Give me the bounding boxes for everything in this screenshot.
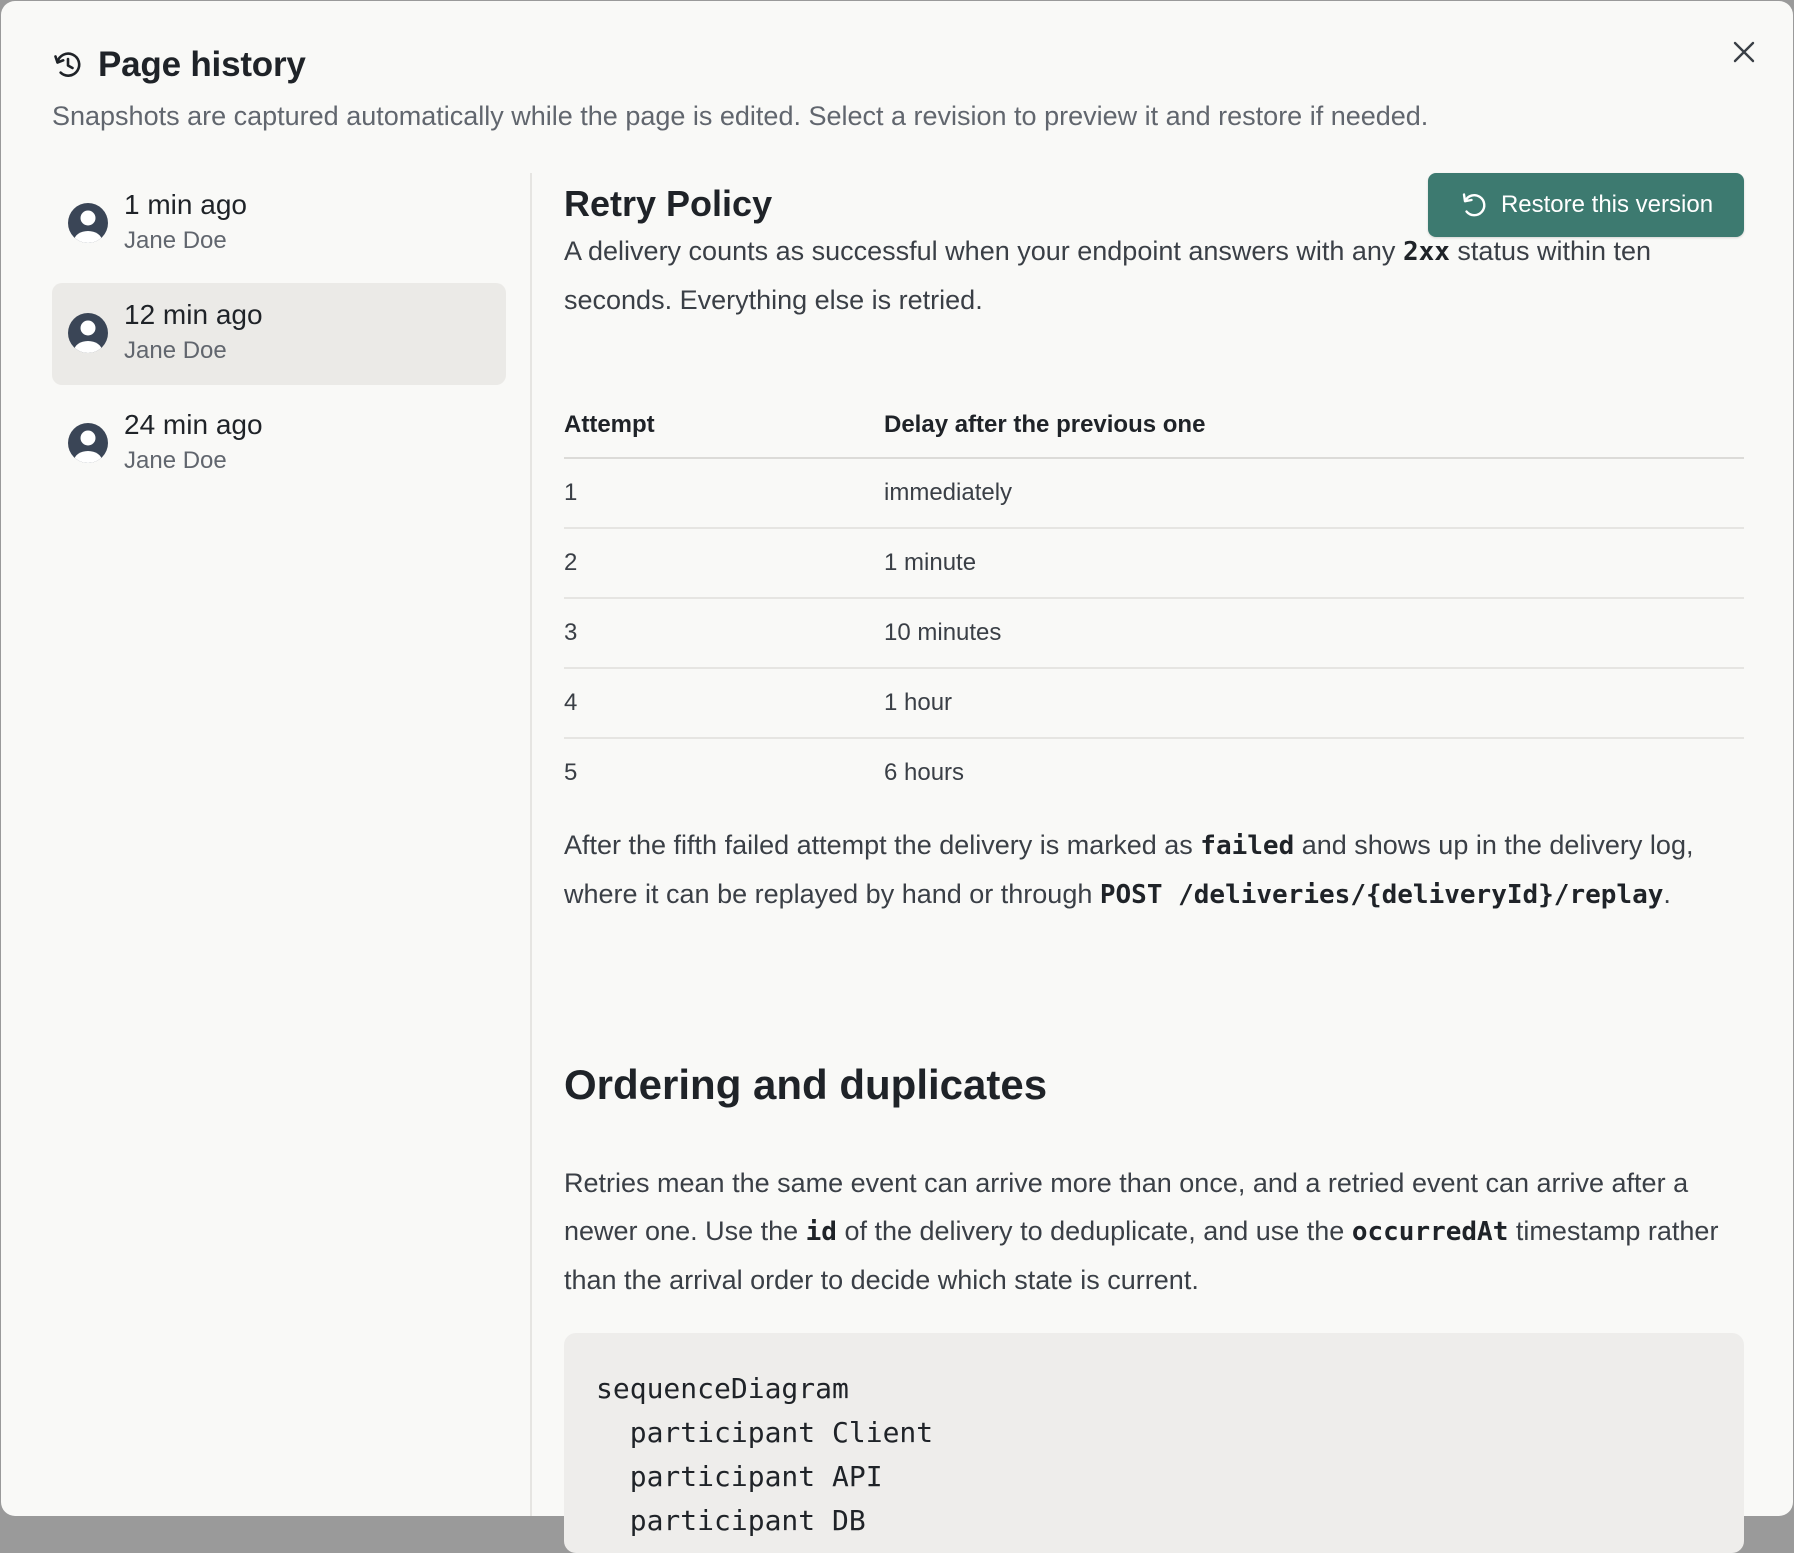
failed-delivery-paragraph — [564, 821, 1744, 919]
revision-author: Jane Doe — [124, 227, 227, 254]
delay-cell: 10 minutes — [884, 598, 1744, 668]
ordering-paragraph — [564, 1159, 1744, 1304]
revision-time: 24 min ago — [124, 409, 263, 440]
column-header: Attempt — [564, 393, 884, 458]
revision-author: Jane Doe — [124, 337, 227, 364]
revision-list — [52, 173, 506, 503]
panel-divider — [530, 173, 532, 1516]
section-heading: Ordering and duplicates — [564, 1061, 1048, 1108]
code-line: participant Client — [596, 1416, 934, 1449]
restore-version-label: Restore this version — [1500, 191, 1714, 218]
inline-code: POST /deliveries/{deliveryId}/replay — [1099, 880, 1664, 910]
dialog-subtitle: Snapshots are captured automatically while the page is edited. Select a revision to preview it and restore if needed. — [52, 101, 1429, 131]
paragraph-text: and shows up in the delivery log, where it can be replayed by hand or through — [564, 830, 1694, 909]
code-block — [564, 1333, 1744, 1553]
table-row — [564, 738, 1744, 807]
table-row — [564, 528, 1744, 598]
revision-item-selected[interactable] — [52, 283, 506, 385]
column-header: Delay after the previous one — [884, 393, 1744, 458]
code-line: participant DB — [596, 1504, 866, 1537]
revision-time: 1 min ago — [124, 189, 247, 220]
document-title: Retry Policy — [564, 183, 773, 224]
retry-schedule-table — [564, 393, 1744, 807]
page-history-dialog — [1, 1, 1793, 1537]
attempt-cell: 1 — [564, 458, 884, 528]
paragraph-text: Retries mean the same event can arrive more than once, and a retried event can arrive after a newer one. Use the — [564, 1168, 1689, 1246]
table-header-row — [564, 393, 1744, 458]
inline-code: failed — [1200, 831, 1295, 861]
attempt-cell: 4 — [564, 668, 884, 738]
dialog-header — [52, 45, 306, 85]
attempt-cell: 3 — [564, 598, 884, 668]
user-avatar-icon — [66, 311, 110, 355]
code-line: participant API — [596, 1460, 883, 1493]
table-row — [564, 458, 1744, 528]
paragraph-text: . — [1663, 879, 1671, 909]
delay-cell: 6 hours — [884, 759, 965, 786]
attempt-cell: 2 — [564, 528, 884, 598]
close-button[interactable] — [1727, 35, 1761, 69]
intro-paragraph — [564, 227, 1744, 324]
intro-text: A delivery counts as successful when your endpoint answers with any — [564, 236, 1403, 266]
revision-item[interactable] — [52, 393, 506, 495]
inline-code: occurredAt — [1351, 1217, 1509, 1247]
paragraph-text: of the delivery to deduplicate, and use the — [836, 1216, 1352, 1246]
attempt-cell: 5 — [564, 759, 578, 786]
paragraph-text: timestamp rather than the arrival order to decide which state is current. — [564, 1216, 1719, 1295]
table-row — [564, 598, 1744, 668]
code-line: sequenceDiagram — [596, 1372, 849, 1405]
user-avatar-icon — [66, 201, 110, 245]
table-row — [564, 668, 1744, 738]
inline-code: id — [805, 1217, 837, 1247]
delay-cell: 1 hour — [884, 668, 1744, 738]
revision-author: Jane Doe — [124, 447, 227, 474]
history-icon — [52, 49, 84, 81]
delay-cell: immediately — [884, 458, 1744, 528]
intro-text: status within ten seconds. Everything else is retried. — [564, 236, 1652, 315]
dialog-title: Page history — [98, 45, 306, 84]
paragraph-text: After the fifth failed attempt the delivery is marked as — [564, 830, 1201, 860]
revision-time: 12 min ago — [124, 299, 263, 330]
close-icon — [1732, 40, 1756, 64]
delay-cell: 1 minute — [884, 528, 1744, 598]
revision-item[interactable] — [52, 173, 506, 275]
inline-code: 2xx — [1402, 237, 1450, 267]
restore-icon — [1459, 190, 1489, 220]
user-avatar-icon — [66, 421, 110, 465]
